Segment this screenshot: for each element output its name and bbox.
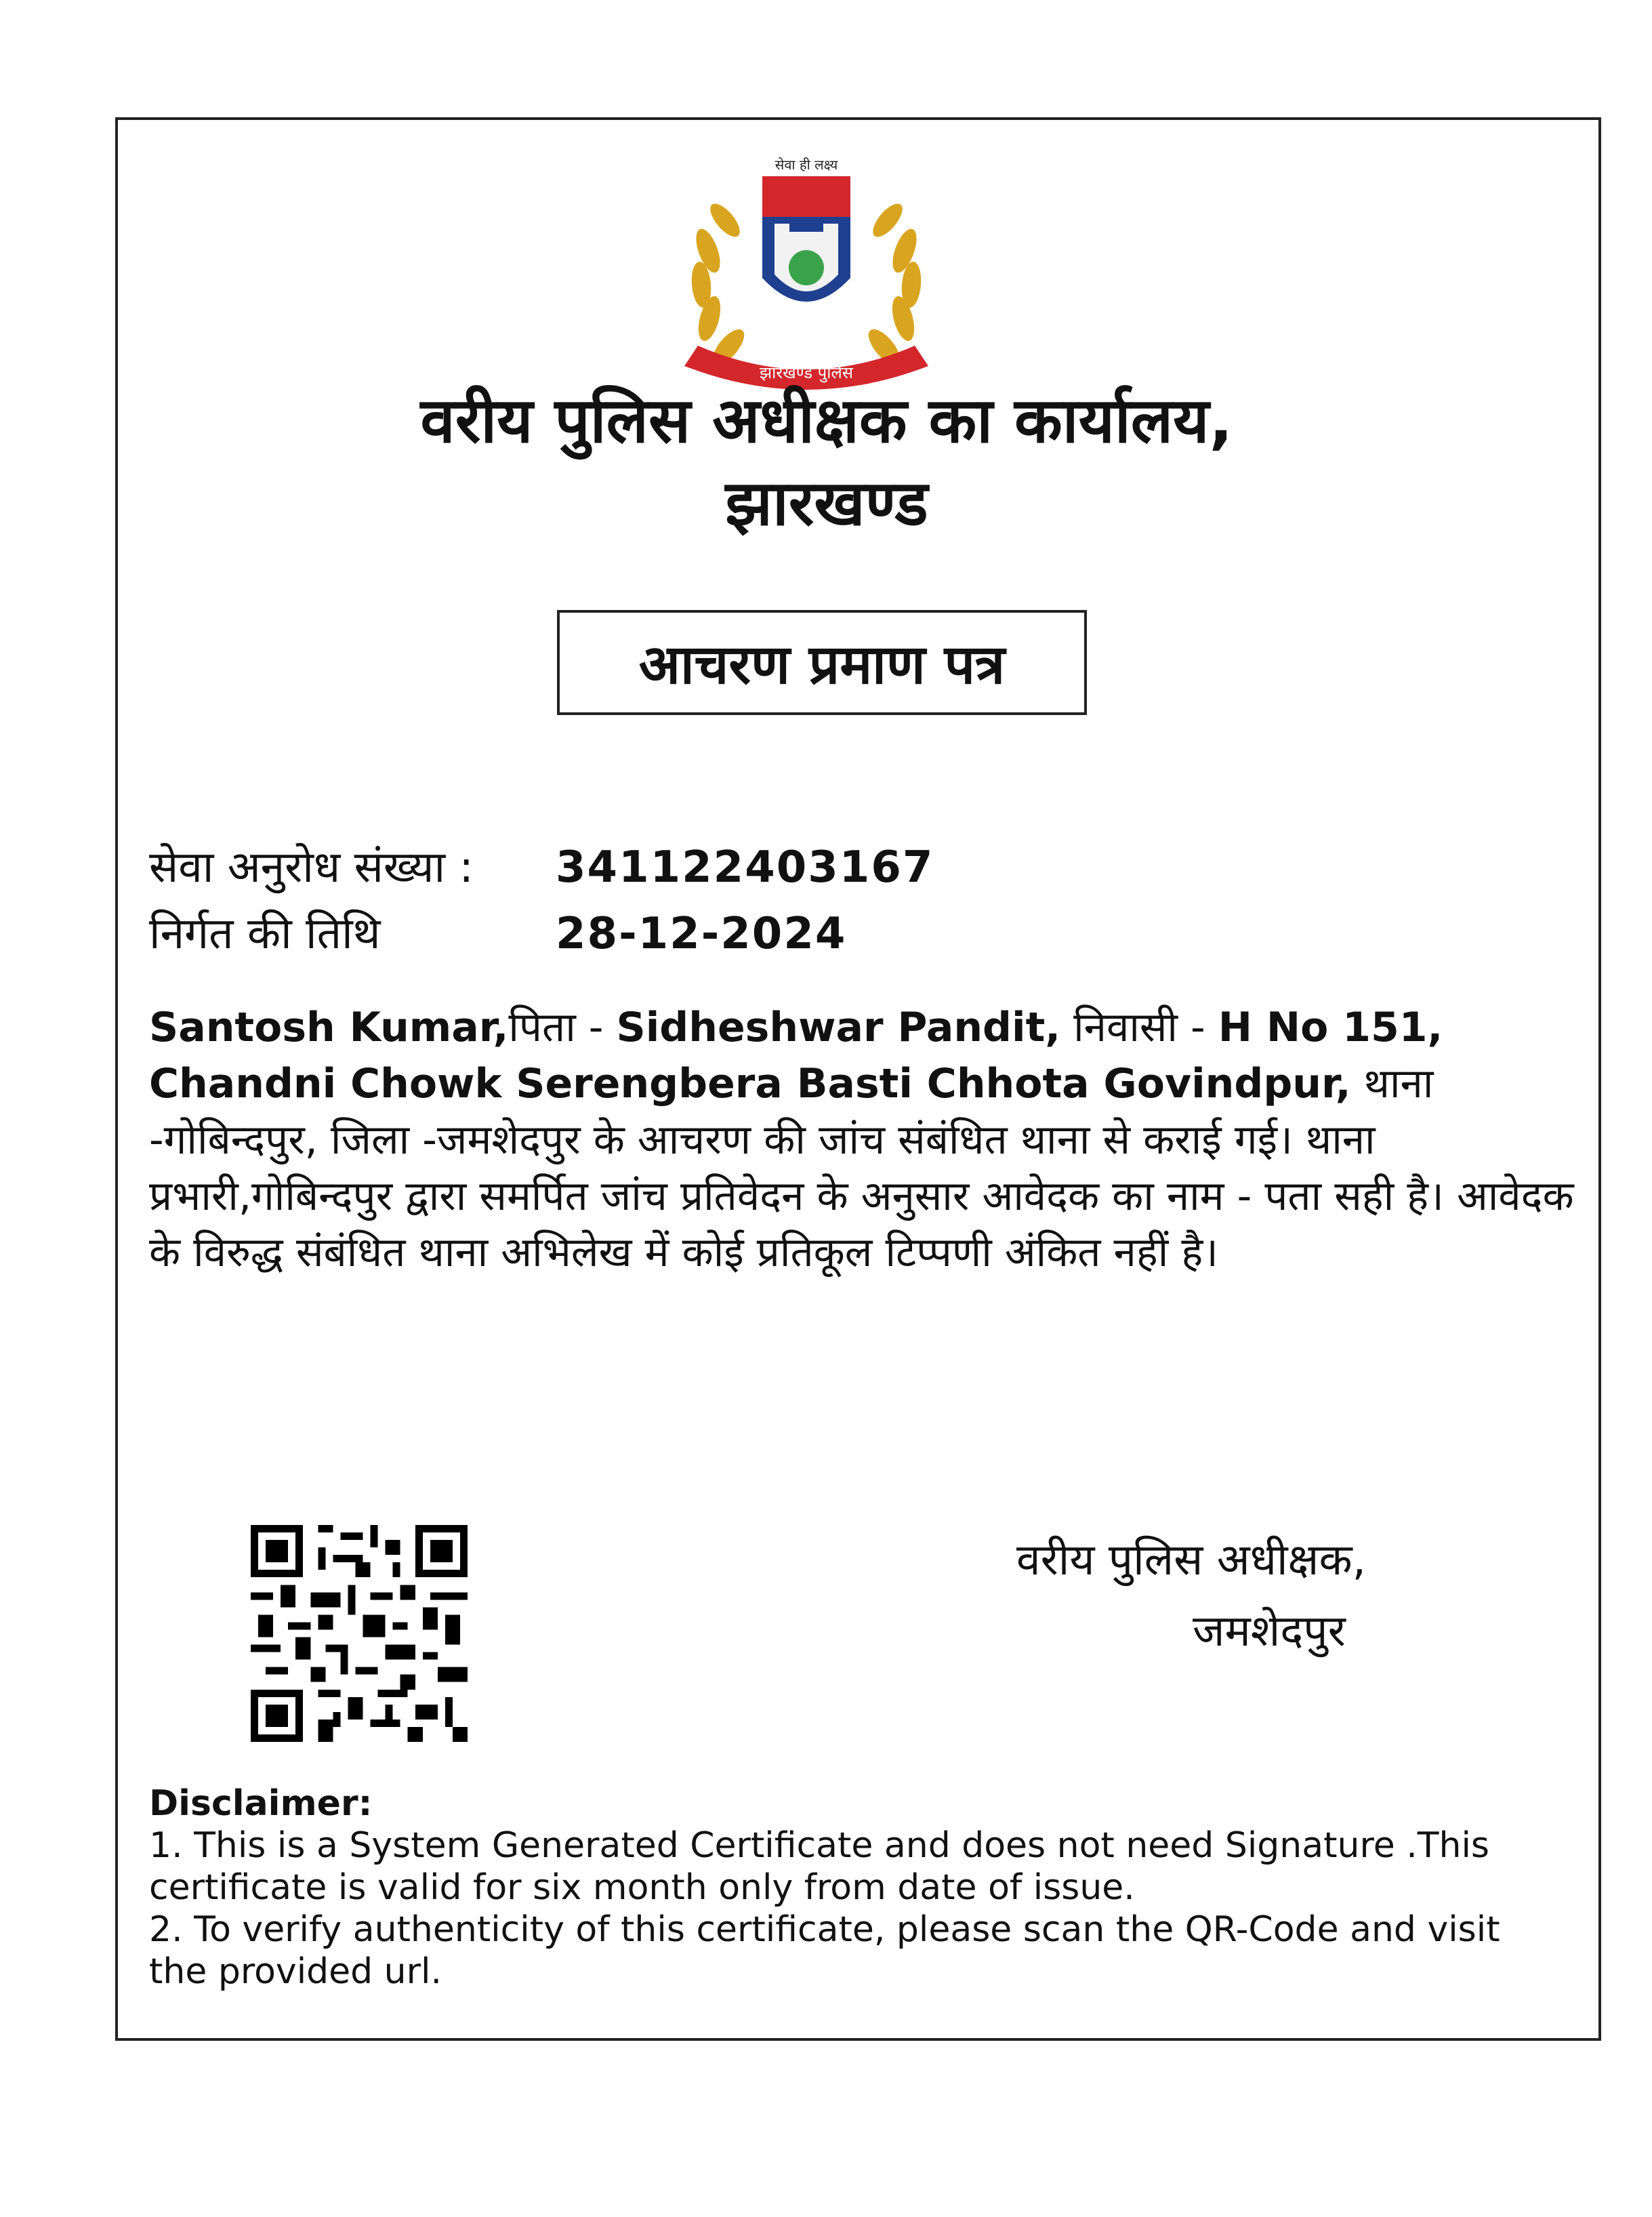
issue-date-label: निर्गत की तिथि (149, 909, 381, 959)
issue-date-value: 28-12-2024 (556, 909, 847, 959)
disclaimer-item: 2. To verify authenticity of this certificate, please scan the QR-Code and visit the provided url. (149, 1909, 1500, 1992)
office-title-line2: झारखण्ड (725, 467, 928, 540)
verification-statement: थाना -गोबिन्दपुर, जिला -जमशेदपुर के आचरण की जांच संबंधित थाना से कराई गई। थाना प्रभारी,गोबिन्दपुर द्वारा समर्पित जांच प्रतिवेदन के अनुसार आवेदक का नाम - पता सही है। आवेदक के विरुद्ध संबंधित थाना अभिलेख में कोई प्रतिकूल टिप्पणी अंकित नहीं है। (149, 1060, 1574, 1276)
emblem-banner: झारखण्ड पुलिस (759, 363, 854, 382)
signatory-location: जमशेदपुर (1193, 1606, 1346, 1656)
disclaimer-heading: Disclaimer: (149, 1783, 373, 1824)
applicant-name: Santosh Kumar, (149, 1004, 509, 1051)
resident-label: निवासी - (1060, 1004, 1218, 1051)
certificate-title: आचरण प्रमाण पत्र (557, 610, 1087, 715)
office-title-line1: वरीय पुलिस अधीक्षक का कार्यालय, (420, 384, 1233, 457)
father-name: Sidheshwar Pandit, (616, 1004, 1061, 1051)
emblem-motto: सेवा ही लक्ष्य (775, 157, 838, 173)
disclaimer (149, 1783, 1545, 1993)
father-label: पिता - (508, 1004, 617, 1051)
disclaimer-item: 1. This is a System Generated Certificate and does not need Signature .This certificate is valid for six month only from date of issue. (149, 1825, 1490, 1908)
applicant-address: H No 151, Chandni Chowk Serengbera Basti Chhota Govindpur, (149, 1004, 1443, 1107)
signatory-block (1016, 1525, 1531, 1667)
verification-qr-code[interactable] (251, 1525, 468, 1742)
office-title (203, 380, 1450, 545)
request-number-row (149, 837, 934, 898)
jharkhand-police-emblem (661, 149, 952, 400)
issue-date-row (149, 903, 846, 964)
signatory-title: वरीय पुलिस अधीक्षक, (1016, 1535, 1366, 1585)
request-number-label: सेवा अनुरोध संख्या : (149, 842, 474, 893)
request-number-value: 341122403167 (556, 842, 934, 893)
certificate-body (149, 1000, 1579, 1281)
